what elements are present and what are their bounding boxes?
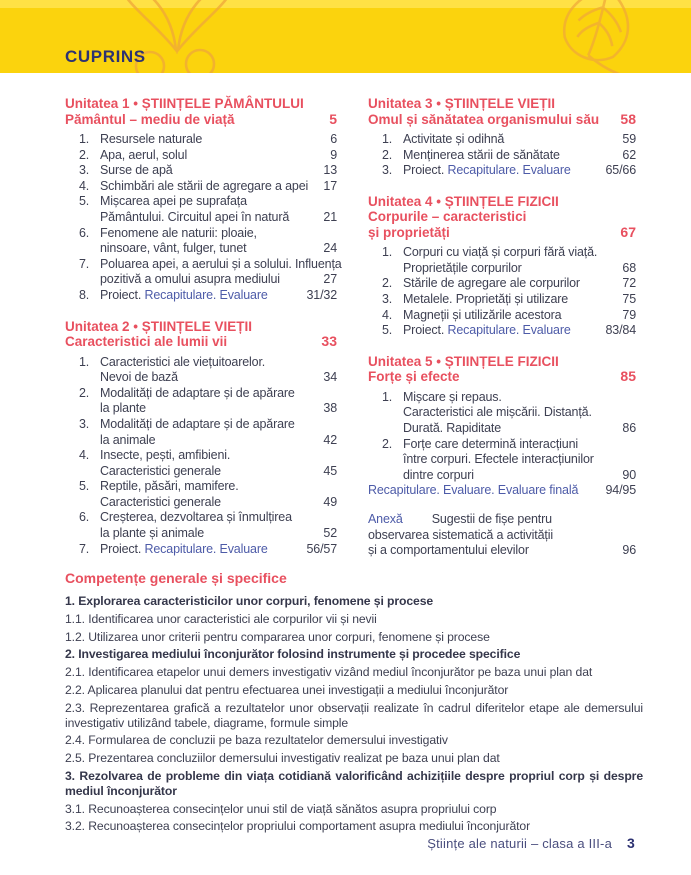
annex-label: Anexă — [368, 512, 403, 526]
item-text — [100, 510, 292, 526]
item-text-segment: Magneții și utilizările acestora — [403, 307, 562, 322]
toc-item-line — [65, 272, 337, 288]
toc-item-line — [368, 483, 636, 499]
toc-item-line — [65, 132, 337, 148]
item-text-segment: Resursele naturale — [100, 132, 203, 146]
competence-entry: 1. Explorarea caracteristicilor unor corpuri, fenomene și procese — [65, 594, 434, 608]
item-text-segment: Caracteristici generale — [100, 463, 221, 478]
item-text-segment: Caracteristici ale mișcării. Distanță. — [403, 405, 592, 420]
item-text-segment: Activitate și odihnă — [403, 132, 505, 146]
item-text — [100, 433, 155, 449]
toc-item-line — [65, 256, 342, 273]
unit-heading-text: Caracteristici ale lumii vii — [65, 334, 228, 350]
toc-item-line — [65, 495, 337, 511]
item-text — [100, 386, 295, 402]
item-text-segment: Poluarea apei, a aerului și a solului. Influența — [100, 256, 342, 271]
item-page-number: 52 — [323, 526, 337, 541]
item-text-segment: Caracteristici ale viețuitoarelor. — [100, 354, 266, 369]
toc-item-line — [368, 148, 636, 164]
item-number: 2. — [79, 147, 90, 162]
item-text-segment: Sugestii de fișe pentru — [431, 512, 552, 526]
item-page-number: 75 — [622, 292, 636, 307]
item-number: 2. — [382, 276, 393, 291]
toc-item-line — [65, 163, 337, 179]
item-text — [368, 483, 578, 499]
item-text-segment: dintre corpuri — [403, 467, 474, 482]
unit-heading-row — [65, 112, 337, 128]
toc-item-line — [65, 542, 337, 558]
toc-item-line — [368, 292, 636, 308]
item-number: 6. — [79, 510, 90, 525]
item-text-segment: Proiect. — [100, 541, 145, 556]
item-text — [100, 288, 268, 304]
item-text-segment: Metalele. Proprietăți și utilizare — [403, 292, 569, 307]
page-number: 3 — [627, 835, 635, 851]
item-text-segment: Proiect. — [403, 163, 448, 178]
toc-item-line — [368, 261, 636, 277]
toc-item-line — [65, 226, 337, 242]
item-page-number: 59 — [622, 132, 636, 146]
toc-item-line — [368, 163, 636, 179]
item-text — [403, 390, 502, 406]
unit-heading-text: Unitatea 5 • ȘTIINȚELE FIZICII — [368, 353, 559, 369]
link-text: Recapitulare. Evaluare — [144, 287, 268, 302]
item-text — [100, 417, 295, 433]
toc-item-line — [65, 288, 337, 304]
toc-item-line — [368, 323, 636, 339]
item-text — [100, 179, 308, 195]
item-text-segment: Pământului. Circuitul apei în natură — [100, 209, 290, 224]
toc-item-line — [65, 526, 337, 542]
item-number: 2. — [382, 147, 393, 162]
item-page-number: 56/57 — [306, 541, 337, 556]
competence-entry: 3.2. Recunoașterea consecințelor propriului comportament asupra mediului înconjurător — [65, 819, 531, 834]
unit-heading — [65, 319, 337, 350]
item-number: 4. — [382, 307, 393, 322]
toc-unit — [368, 194, 636, 339]
toc-item-line — [368, 308, 636, 324]
toc-item-line — [368, 132, 636, 148]
unit-heading-row — [368, 225, 636, 241]
item-page-number: 83/84 — [605, 323, 636, 338]
item-number: 5. — [79, 479, 90, 494]
unit-page-number: 5 — [329, 110, 337, 127]
link-text: Recapitulare. Evaluare. Evaluare finală — [368, 483, 579, 498]
toc-item-line — [65, 355, 337, 371]
unit-page-number: 67 — [620, 223, 636, 240]
competence-entry: 2.5. Prezentarea concluziilor demersului investigativ realizat pe baza unui plan dat — [65, 751, 500, 766]
unit-items — [368, 132, 636, 179]
toc-item-line — [65, 417, 337, 433]
unit-heading-row — [65, 334, 337, 350]
item-text — [100, 210, 289, 226]
item-text — [100, 226, 257, 242]
item-page-number: 68 — [622, 260, 636, 275]
item-number: 6. — [79, 225, 90, 240]
item-text — [100, 479, 239, 495]
item-text — [100, 355, 265, 371]
unit-heading-text: Forțe și efecte — [368, 369, 460, 385]
item-number: 2. — [79, 385, 90, 400]
unit-items — [368, 390, 636, 559]
item-text — [403, 292, 568, 308]
item-text-segment: Nevoi de bază — [100, 370, 178, 385]
item-text-segment: Mișcare și repaus. — [403, 389, 502, 404]
toc-item-line — [65, 386, 337, 402]
item-page-number: 45 — [323, 463, 337, 478]
toc-item-line — [368, 276, 636, 292]
competence-entry: 3. Rezolvarea de probleme din viața cotidiană valorificând achizițiile despre propriul corp și despre mediul înconjurător — [65, 768, 643, 798]
competence-entry: 3.1. Recunoașterea consecințelor unui stil de viață sănătos asupra propriului corp — [65, 801, 497, 816]
item-number: 2. — [382, 436, 393, 451]
unit-heading-row — [368, 354, 636, 370]
competence-entry: 2.4. Formularea de concluzii pe baza rezultatelor demersului investigativ — [65, 733, 448, 748]
item-text-segment: Corpuri cu viață și corpuri fără viață. — [403, 245, 598, 260]
item-text-segment: și a comportamentului elevilor — [368, 543, 529, 558]
item-page-number: 79 — [622, 307, 636, 322]
item-number: 5. — [382, 323, 393, 338]
item-text — [403, 421, 501, 437]
unit-heading-text: Omul și sănătatea organismului său — [368, 111, 600, 127]
item-number: 1. — [382, 389, 393, 404]
item-number: 1. — [382, 245, 393, 260]
item-page-number: 17 — [323, 178, 337, 193]
item-text-segment: la plante — [100, 401, 146, 416]
competence-entry: 2.3. Reprezentarea grafică a rezultatelor unor observații realizate în cadrul diferitelor etape ale demersului investigativ utilizând tabele, diagrame, formule simple — [65, 700, 643, 730]
unit-heading — [368, 96, 636, 127]
item-text — [403, 323, 571, 339]
item-text-segment: Insecte, pești, amfibieni. — [100, 448, 231, 463]
competences-title: Competențe generale și specifice — [65, 570, 287, 586]
item-text-segment: Proprietățile corpurilor — [403, 260, 522, 275]
toc-item-line — [368, 512, 636, 528]
item-number: 7. — [79, 541, 90, 556]
competence-entry: 2.1. Identificarea etapelor unui demers investigativ vizând mediul înconjurător pe baza unui plan dat — [65, 665, 593, 680]
item-number: 3. — [382, 292, 393, 307]
unit-heading — [65, 96, 337, 127]
item-number: 4. — [79, 448, 90, 463]
item-page-number: 49 — [323, 494, 337, 509]
item-text — [403, 132, 504, 148]
toc-item-line — [65, 479, 337, 495]
item-text-segment: Surse de apă — [100, 163, 173, 178]
item-text — [403, 276, 580, 292]
item-text — [100, 257, 342, 273]
unit-heading-text: Unitatea 3 • ȘTIINȚELE VIEȚII — [368, 96, 556, 111]
leaf-icon — [555, 0, 657, 73]
toc-unit — [65, 319, 337, 558]
toc-item-line — [65, 433, 337, 449]
item-number: 3. — [382, 163, 393, 178]
toc-item-line — [65, 370, 337, 386]
toc-item-line — [368, 437, 636, 453]
item-text — [100, 132, 202, 148]
competence-entry: 2. Investigarea mediului înconjurător folosind instrumente și procedee specifice — [65, 647, 521, 662]
item-text-segment: la animale — [100, 432, 156, 447]
competence-entry: 1.1. Identificarea unor caracteristici ale corpurilor vii și nevii — [65, 611, 377, 626]
item-text — [403, 163, 571, 179]
item-number: 5. — [79, 194, 90, 209]
item-text — [100, 370, 178, 386]
item-text — [403, 468, 474, 484]
toc-item-line — [368, 528, 636, 544]
competence-entry: 1.2. Utilizarea unor criterii pentru compararea unor corpuri, fenomene și procese — [65, 629, 490, 644]
item-number: 3. — [79, 416, 90, 431]
item-text-segment: observarea sistematică a activității — [368, 527, 553, 542]
toc-column-left — [65, 96, 342, 574]
item-page-number: 42 — [323, 432, 337, 447]
item-page-number: 31/32 — [306, 287, 337, 302]
item-text — [100, 163, 173, 179]
item-text-segment: Caracteristici generale — [100, 494, 221, 509]
item-text-segment: Stările de agregare ale corpurilor — [403, 276, 580, 291]
toc-item-line — [368, 390, 636, 406]
unit-heading-text: Unitatea 4 • ȘTIINȚELE FIZICII — [368, 193, 559, 209]
toc-item-line — [65, 241, 337, 257]
toc-item-line — [65, 179, 337, 195]
item-text — [403, 245, 597, 261]
unit-heading-row — [368, 194, 636, 210]
toc-item-line — [368, 405, 636, 421]
toc-item-line — [65, 510, 337, 526]
item-number: 8. — [79, 287, 90, 302]
item-page-number: 65/66 — [605, 163, 636, 178]
item-text-segment: Menținerea stării de sănătate — [403, 147, 560, 162]
item-text-segment: Durată. Rapiditate — [403, 421, 502, 436]
unit-heading-text: Pământul – mediu de viață — [65, 111, 235, 127]
item-text — [368, 528, 553, 544]
link-text: Recapitulare. Evaluare — [144, 541, 268, 556]
toc-item-line — [368, 452, 636, 468]
unit-heading-text: și proprietăți — [368, 224, 450, 240]
unit-page-number: 85 — [620, 368, 636, 385]
item-number: 1. — [382, 132, 393, 146]
item-number: 7. — [79, 256, 90, 271]
item-text — [368, 512, 552, 528]
unit-items — [65, 355, 337, 558]
item-text-segment: Modalități de adaptare și de apărare — [100, 416, 295, 431]
toc-item-line — [368, 543, 636, 559]
item-text — [368, 543, 529, 559]
toc-item-line — [65, 448, 337, 464]
header-band — [0, 0, 691, 73]
unit-items — [65, 132, 342, 304]
toc-item-line — [368, 421, 636, 437]
item-text-segment: Reptile, păsări, mamifere. — [100, 479, 239, 494]
toc-item-line — [65, 401, 337, 417]
item-page-number: 38 — [323, 401, 337, 416]
item-number: 1. — [79, 354, 90, 369]
unit-heading-text: Unitatea 1 • ȘTIINȚELE PĂMÂNTULUI — [65, 96, 304, 111]
item-text — [403, 308, 561, 324]
item-number: 1. — [79, 132, 90, 146]
unit-heading — [368, 194, 636, 241]
item-page-number: 13 — [323, 163, 337, 178]
unit-heading-row — [368, 112, 636, 128]
toc-columns — [65, 96, 636, 574]
item-text — [100, 495, 221, 511]
item-text-segment: pozitivă a omului asupra mediului — [100, 272, 280, 287]
link-text: Recapitulare. Evaluare — [447, 323, 571, 338]
item-text — [100, 526, 204, 542]
unit-page-number: 58 — [620, 110, 636, 127]
item-text — [403, 261, 522, 277]
item-text — [100, 194, 247, 210]
toc-unit — [368, 96, 636, 179]
item-text-segment: la plante și animale — [100, 526, 205, 541]
item-text — [403, 148, 560, 164]
item-text-segment: Proiect. — [403, 323, 448, 338]
footer-label: Științe ale naturii – clasa a III-a — [427, 836, 612, 851]
item-page-number: 9 — [330, 147, 337, 162]
item-text-segment: Creșterea, dezvoltarea și înmulțirea — [100, 510, 292, 525]
item-page-number: 34 — [323, 370, 337, 385]
item-text — [100, 272, 280, 288]
item-text-segment: Mișcarea apei pe suprafața — [100, 194, 247, 209]
item-text — [100, 464, 221, 480]
item-page-number: 90 — [622, 467, 636, 482]
item-text — [100, 542, 268, 558]
unit-heading-text: Unitatea 2 • ȘTIINȚELE VIEȚII — [65, 318, 253, 334]
item-text-segment: Modalități de adaptare și de apărare — [100, 385, 295, 400]
item-page-number: 27 — [323, 272, 337, 287]
item-text — [100, 241, 246, 257]
toc-unit — [368, 354, 636, 559]
item-text — [403, 437, 578, 453]
item-text — [100, 148, 187, 164]
item-page-number: 6 — [330, 132, 337, 146]
toc-item-line — [65, 210, 337, 226]
toc-unit — [65, 96, 342, 304]
item-text — [403, 452, 594, 468]
toc-item-line — [65, 464, 337, 480]
unit-items — [368, 245, 636, 339]
page-footer — [427, 835, 635, 851]
item-text-segment: Fenomene ale naturii: ploaie, — [100, 225, 257, 240]
item-number: 3. — [79, 163, 90, 178]
link-text: Recapitulare. Evaluare — [447, 163, 571, 178]
competences-section — [65, 570, 643, 837]
unit-heading-row — [368, 209, 636, 225]
item-page-number: 72 — [622, 276, 636, 291]
item-text-segment: Schimbări ale stării de agregare a apei — [100, 178, 309, 193]
unit-heading-text: Corpurile – caracteristici — [368, 209, 527, 225]
item-text-segment: Proiect. — [100, 287, 145, 302]
toc-item-line — [65, 148, 337, 164]
item-page-number: 94/95 — [605, 483, 636, 498]
unit-page-number: 33 — [321, 333, 337, 350]
item-text-segment: Forțe care determină interacțiuni — [403, 436, 578, 451]
item-text — [100, 448, 230, 464]
item-text-segment: ninsoare, vânt, fulger, tunet — [100, 241, 247, 256]
item-number: 4. — [79, 178, 90, 193]
item-page-number: 96 — [622, 543, 636, 558]
item-text — [403, 405, 592, 421]
item-page-number: 62 — [622, 147, 636, 162]
item-text-segment: între corpuri. Efectele interacțiunilor — [403, 452, 594, 467]
item-text-segment: Apa, aerul, solul — [100, 147, 188, 162]
unit-heading-row — [368, 96, 636, 112]
unit-heading-row — [368, 369, 636, 385]
item-page-number: 24 — [323, 241, 337, 256]
competences-list — [65, 594, 643, 834]
competence-entry: 2.2. Aplicarea planului dat pentru efectuarea unei investigații a mediului înconjurător — [65, 682, 509, 697]
cuprins-title: CUPRINS — [65, 47, 146, 66]
item-page-number: 86 — [622, 421, 636, 436]
toc-column-right — [368, 96, 636, 574]
item-page-number: 21 — [323, 209, 337, 224]
toc-item-line — [65, 194, 337, 210]
item-text — [100, 401, 146, 417]
unit-heading-row — [65, 96, 337, 112]
unit-heading — [368, 354, 636, 385]
toc-item-line — [368, 245, 636, 261]
toc-item-line — [368, 468, 636, 484]
unit-heading-row — [65, 319, 337, 335]
